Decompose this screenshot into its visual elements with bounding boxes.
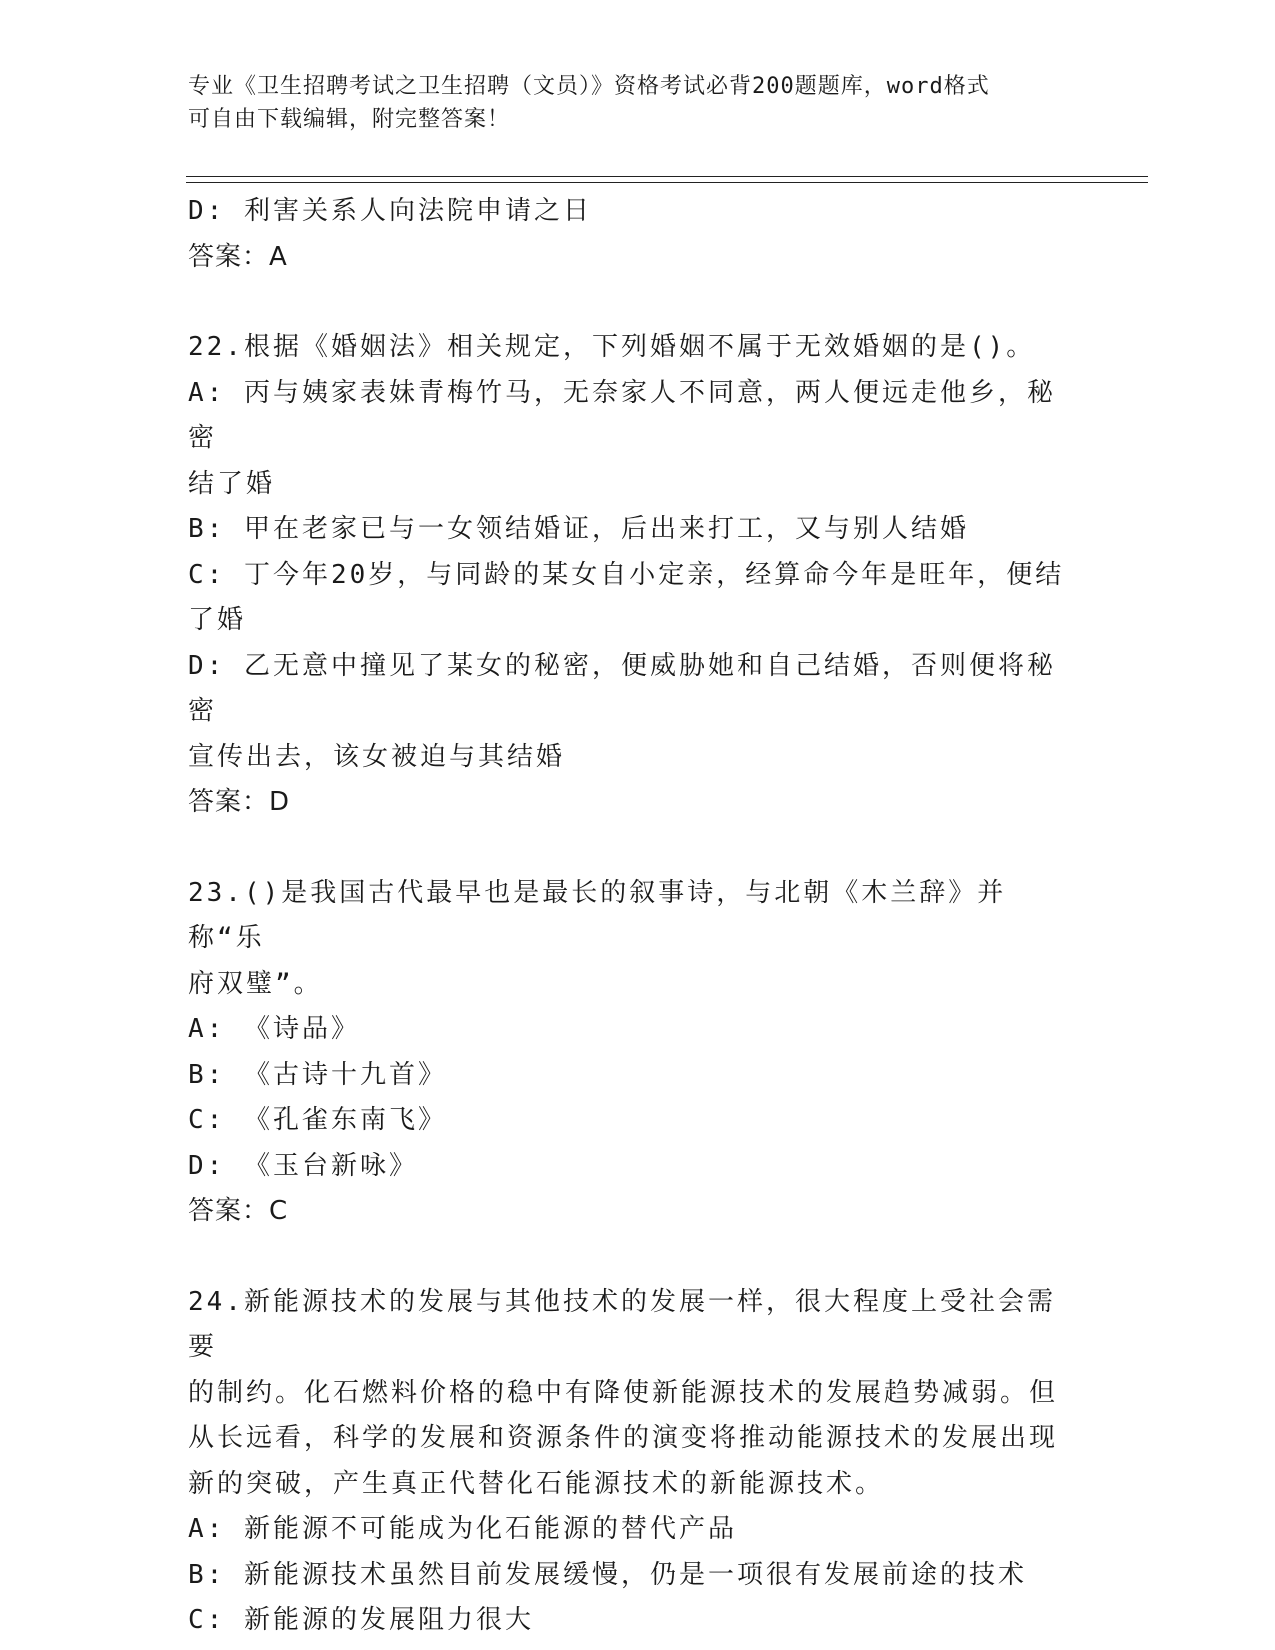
q24-question: 24.新能源技术的发展与其他技术的发展一样，很大程度上受社会需要 bbox=[188, 1286, 1056, 1362]
header-divider-top bbox=[186, 176, 1148, 177]
q23-option-c: C: 《孔雀东南飞》 bbox=[188, 1105, 447, 1135]
q22-option-b: B: 甲在老家已与一女领结婚证，后出来打工，又与别人结婚 bbox=[188, 514, 969, 544]
q22-option-a-cont: 结了婚 bbox=[188, 468, 276, 499]
section-gap bbox=[188, 826, 1068, 871]
q23-question: 23.()是我国古代最早也是最长的叙事诗，与北朝《木兰辞》并称“乐 bbox=[188, 877, 1007, 953]
q23-option-b: B: 《古诗十九首》 bbox=[188, 1059, 447, 1090]
q24-option-c: C: 新能源的发展阻力很大 bbox=[188, 1605, 534, 1635]
section-gap bbox=[188, 280, 1068, 325]
q23-option-d: D: 《玉台新咏》 bbox=[188, 1150, 418, 1181]
q24-option-b: B: 新能源技术虽然目前发展缓慢，仍是一项很有发展前途的技术 bbox=[188, 1559, 1027, 1590]
header-divider-bottom bbox=[186, 182, 1148, 183]
q22-question: 22.根据《婚姻法》相关规定，下列婚姻不属于无效婚姻的是()。 bbox=[188, 332, 1036, 362]
q24-option-a: A: 新能源不可能成为化石能源的替代产品 bbox=[188, 1514, 737, 1544]
q23-answer: 答案：C bbox=[188, 1196, 289, 1226]
q21-answer: 答案：A bbox=[188, 241, 288, 272]
q23-option-a: A: 《诗品》 bbox=[188, 1014, 360, 1044]
q22-option-a: A: 丙与姨家表妹青梅竹马，无奈家人不同意，两人便远走他乡，秘密 bbox=[188, 377, 1056, 453]
section-gap bbox=[188, 1235, 1068, 1280]
q21-option-d: D: 利害关系人向法院申请之日 bbox=[188, 196, 592, 226]
q22-option-c-cont: 了婚 bbox=[188, 605, 247, 635]
q22-option-c: C: 丁今年20岁，与同龄的某女自小定亲，经算命今年是旺年，便结 bbox=[188, 559, 1065, 590]
q23-question-cont: 府双璧”。 bbox=[188, 968, 323, 999]
q24-question-cont3: 新的突破，产生真正代替化石能源技术的新能源技术。 bbox=[188, 1468, 885, 1499]
question-content bbox=[188, 189, 1068, 1644]
q22-answer: 答案：D bbox=[188, 787, 291, 817]
q22-option-d: D: 乙无意中撞见了某女的秘密，便威胁她和自己结婚，否则便将秘密 bbox=[188, 650, 1056, 726]
document-header bbox=[188, 70, 1088, 136]
q22-option-d-cont: 宣传出去，该女被迫与其结婚 bbox=[188, 741, 566, 772]
header-line-2: 可自由下载编辑，附完整答案！ bbox=[188, 107, 511, 132]
q24-question-cont2: 从长远看，科学的发展和资源条件的演变将推动能源技术的发展出现 bbox=[188, 1423, 1059, 1453]
header-line-1: 专业《卫生招聘考试之卫生招聘（文员）》资格考试必背200题题库，word格式 bbox=[188, 74, 990, 99]
q24-question-cont1: 的制约。化石燃料价格的稳中有降使新能源技术的发展趋势减弱。但 bbox=[188, 1377, 1059, 1408]
